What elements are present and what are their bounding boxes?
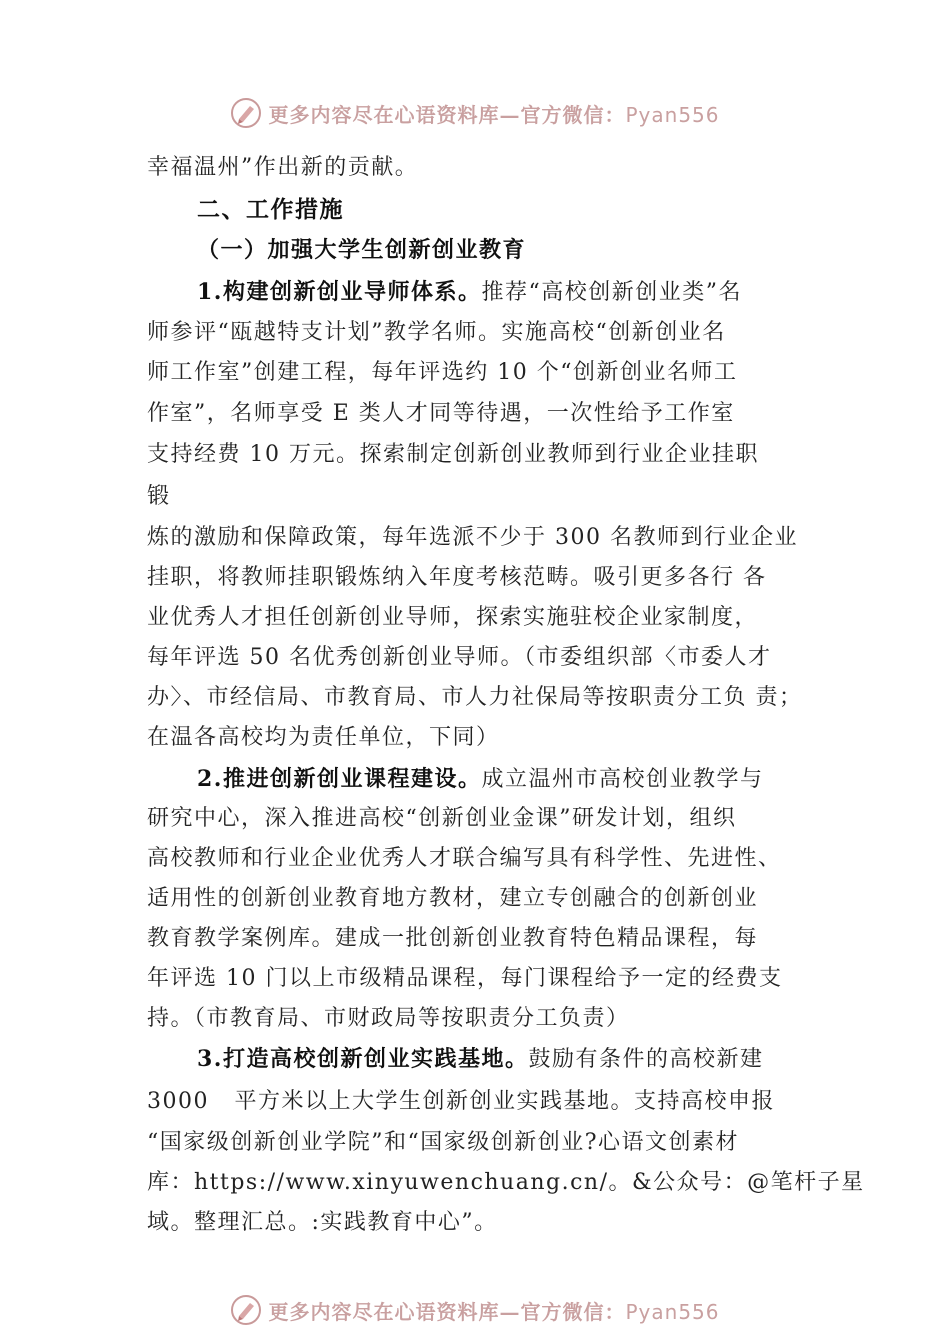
paragraph-line: 研究中心，深入推进高校“创新创业金课”研发计划，组织: [147, 806, 737, 831]
paragraph-line: 域。整理汇总。:实践教育中心”。: [147, 1210, 498, 1235]
paragraph-line: 支持经费 10 万元。探索制定创新创业教师到行业企业挂职: [147, 442, 759, 467]
watermark-text: 更多内容尽在心语资料库—官方微信：Pyan556: [268, 102, 720, 127]
paragraph-line: 2.推进创新创业课程建设。成立温州市高校创业教学与: [197, 766, 764, 792]
paragraph-line: 在温各高校均为责任单位，下同）: [147, 725, 500, 750]
paragraph-line: 教育教学案例库。建成一批创新创业教育特色精品课程，每: [147, 926, 759, 951]
paragraph-line: 幸福温州”作出新的贡献。: [147, 155, 419, 180]
paragraph-line: 库：https://www.xinyuwenchuang.cn/。&公众号：@笔杆子星: [147, 1170, 865, 1195]
paragraph-line: 师工作室”创建工程，每年评选约 10 个“创新创业名师工: [147, 360, 738, 385]
paragraph-line: 办〉、市经信局、市教育局、市人力社保局等按职责分工负 责；: [147, 685, 803, 710]
watermark-header: [0, 93, 950, 133]
paragraph-line: 锻: [147, 484, 171, 509]
paragraph-line: 年评选 10 门以上市级精品课程，每门课程给予一定的经费支: [147, 966, 783, 991]
paragraph-line: 适用性的创新创业教育地方教材，建立专创融合的创新创业: [147, 886, 759, 911]
subsection-heading: （一）加强大学生创新创业教育: [197, 237, 527, 263]
paragraph-line: 挂职，将教师挂职锻炼纳入年度考核范畴。吸引更多各行 各: [147, 565, 767, 590]
item-title: 1.构建创新创业导师体系。: [197, 279, 482, 305]
section-heading: 二、工作措施: [197, 196, 344, 223]
watermark-footer: [0, 1290, 950, 1330]
paragraph-line: 1.构建创新创业导师体系。推荐“高校创新创业类”名: [197, 279, 742, 305]
paragraph-line: “国家级创新创业学院”和“国家级创新创业?心语文创素材: [147, 1130, 740, 1155]
paragraph-line: 持。（市教育局、市财政局等按职责分工负责）: [147, 1006, 630, 1031]
paragraph-line: 业优秀人才担任创新创业导师，探索实施驻校企业家制度，: [147, 605, 759, 630]
paragraph-line: 高校教师和行业企业优秀人才联合编写具有科学性、先进性、: [147, 846, 782, 871]
paragraph-line: 师参评“瓯越特支计划”教学名师。实施高校“创新创业名: [147, 320, 726, 345]
paragraph-line: 炼的激励和保障政策，每年选派不少于 300 名教师到行业企业: [147, 525, 798, 550]
pen-logo-icon: [230, 1294, 262, 1326]
paragraph-line: 3.打造高校创新创业实践基地。鼓励有条件的高校新建: [197, 1046, 764, 1072]
paragraph-line: 每年评选 50 名优秀创新创业导师。（市委组织部〈市委人才: [147, 645, 772, 670]
watermark-text: 更多内容尽在心语资料库—官方微信：Pyan556: [268, 1299, 720, 1324]
paragraph-line: 作室”，名师享受 E 类人才同等待遇，一次性给予工作室: [147, 401, 735, 426]
paragraph-line: 3000 平方米以上大学生创新创业实践基地。支持高校申报: [147, 1089, 775, 1114]
item-title: 3.打造高校创新创业实践基地。: [197, 1046, 529, 1072]
pen-logo-icon: [230, 97, 262, 129]
item-title: 2.推进创新创业课程建设。: [197, 766, 482, 792]
